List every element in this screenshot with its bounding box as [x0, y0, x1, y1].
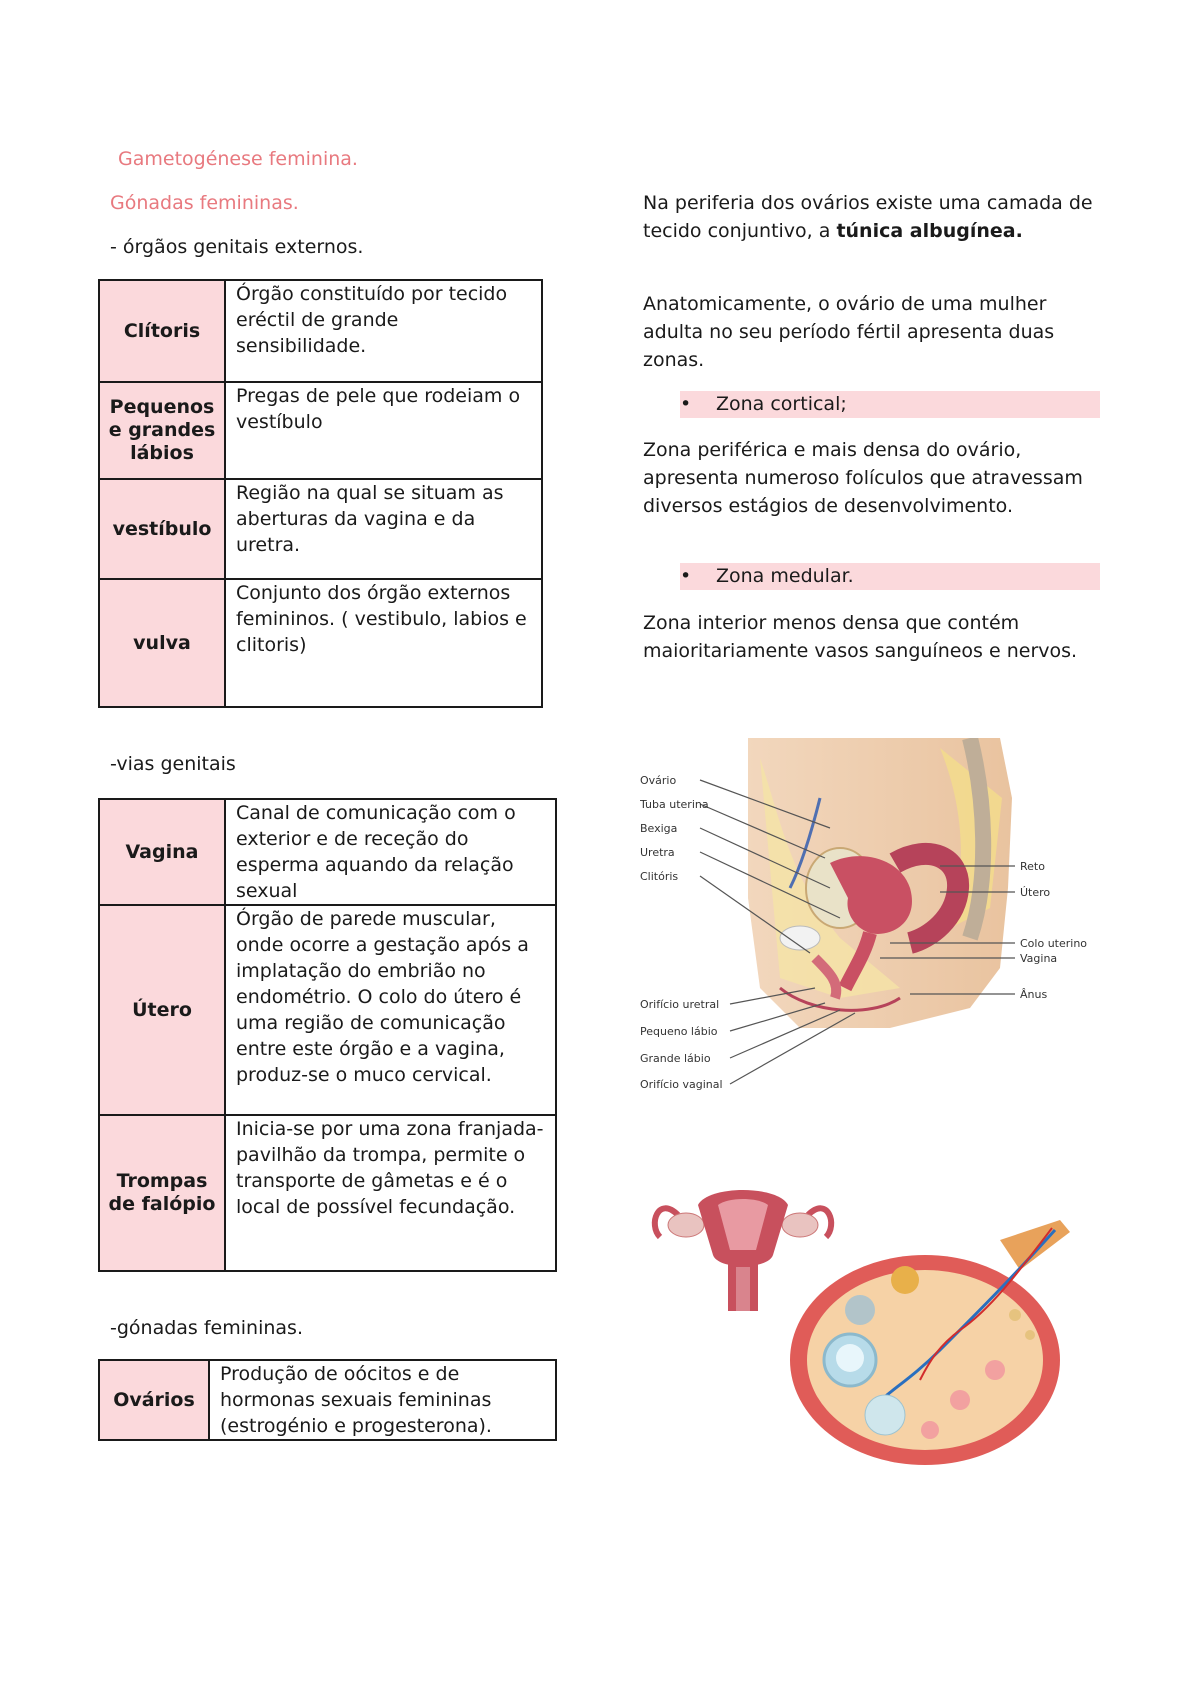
- term-cell: Trompas de falópio: [99, 1115, 225, 1271]
- table-row: [99, 799, 556, 905]
- page-title: Gametogénese feminina.: [118, 148, 358, 170]
- label-vagina: Vagina: [1020, 952, 1058, 965]
- term-cell: Ovários: [99, 1360, 209, 1440]
- paragraph-text: Na periferia dos ovários existe uma camada de tecido conjuntivo, a: [643, 192, 1093, 242]
- desc-cell: Região na qual se situam as aberturas da vagina e da uretra.: [225, 479, 542, 579]
- bullet-zona-cortical: [680, 391, 1100, 418]
- label-reto: Reto: [1020, 860, 1045, 873]
- paragraph-zones: Anatomicamente, o ovário de uma mulher adulta no seu período fértil apresenta duas zonas.: [643, 293, 1055, 371]
- label-bexiga: Bexiga: [640, 822, 678, 835]
- desc-cell: Órgão constituído por tecido eréctil de grande sensibilidade.: [225, 280, 542, 382]
- externos-label: - órgãos genitais externos.: [110, 236, 364, 258]
- ovary-section-illustration: [790, 1220, 1080, 1480]
- label-ovario: Ovário: [640, 774, 677, 787]
- label-orificio-uretral: Orifício uretral: [640, 998, 720, 1011]
- label-colo-uterino: Colo uterino: [1020, 937, 1088, 950]
- vias-table: [98, 798, 557, 1272]
- label-orificio-vaginal: Orifício vaginal: [640, 1078, 723, 1091]
- label-tuba: Tuba uterina: [640, 798, 709, 811]
- table-row: [99, 1360, 556, 1440]
- desc-cell: Conjunto dos órgão externos femininos. ( vestibulo, labios e clitoris): [225, 579, 542, 707]
- term-cell: vulva: [99, 579, 225, 707]
- externos-table: [98, 279, 543, 708]
- gonadas-label: -gónadas femininas.: [110, 1317, 303, 1339]
- desc-cell: Órgão de parede muscular, onde ocorre a gestação após a implatação do embrião no endométrio. O colo do útero é uma região de comunicação entre este órgão e a vagina, produz-se o muco cervical.: [225, 905, 556, 1115]
- desc-cell: Produção de oócitos e de hormonas sexuais femininas (estrogénio e progesterona).: [209, 1360, 556, 1440]
- label-clitoris: Clitóris: [640, 870, 679, 883]
- vias-label: -vias genitais: [110, 753, 236, 775]
- label-grande-labio: Grande lábio: [640, 1052, 711, 1065]
- table-row: [99, 905, 556, 1115]
- bullet-text: Zona cortical;: [716, 393, 847, 415]
- term-cell: Útero: [99, 905, 225, 1115]
- desc-cell: Pregas de pele que rodeiam o vestíbulo: [225, 382, 542, 479]
- table-row: [99, 1115, 556, 1271]
- gonadas-table: [98, 1359, 557, 1441]
- paragraph-medular: Zona interior menos densa que contém maioritariamente vasos sanguíneos e nervos.: [643, 612, 1078, 662]
- table-row: [99, 479, 542, 579]
- table-row: [99, 280, 542, 382]
- label-utero: Útero: [1020, 886, 1051, 899]
- pelvis-sagittal-illustration: [640, 738, 1100, 1098]
- table-row: [99, 579, 542, 707]
- paragraph-cortical: Zona periférica e mais densa do ovário, apresenta numeroso folículos que atravessam diversos estágios de desenvolvimento.: [643, 439, 1083, 517]
- bullet-text: Zona medular.: [716, 565, 854, 587]
- label-pequeno-labio: Pequeno lábio: [640, 1025, 718, 1038]
- bold-term: túnica albugínea.: [836, 220, 1023, 242]
- term-cell: Clítoris: [99, 280, 225, 382]
- term-cell: Pequenos e grandes lábios: [99, 382, 225, 479]
- desc-cell: Inicia-se por uma zona franjada- pavilhão da trompa, permite o transporte de gâmetas e é o local de possível fecundação.: [225, 1115, 556, 1271]
- bullet-zona-medular: [680, 563, 1100, 590]
- desc-cell: Canal de comunicação com o exterior e de receção do esperma aquando da relação sexual: [225, 799, 556, 905]
- term-cell: vestíbulo: [99, 479, 225, 579]
- paragraph-tunica: [643, 189, 1103, 245]
- table-row: [99, 382, 542, 479]
- section-subtitle: Gónadas femininas.: [110, 192, 299, 214]
- term-cell: Vagina: [99, 799, 225, 905]
- bullet-dot: •: [680, 565, 692, 587]
- label-uretra: Uretra: [640, 846, 675, 859]
- bullet-dot: •: [680, 393, 692, 415]
- label-anus: Ânus: [1020, 988, 1048, 1001]
